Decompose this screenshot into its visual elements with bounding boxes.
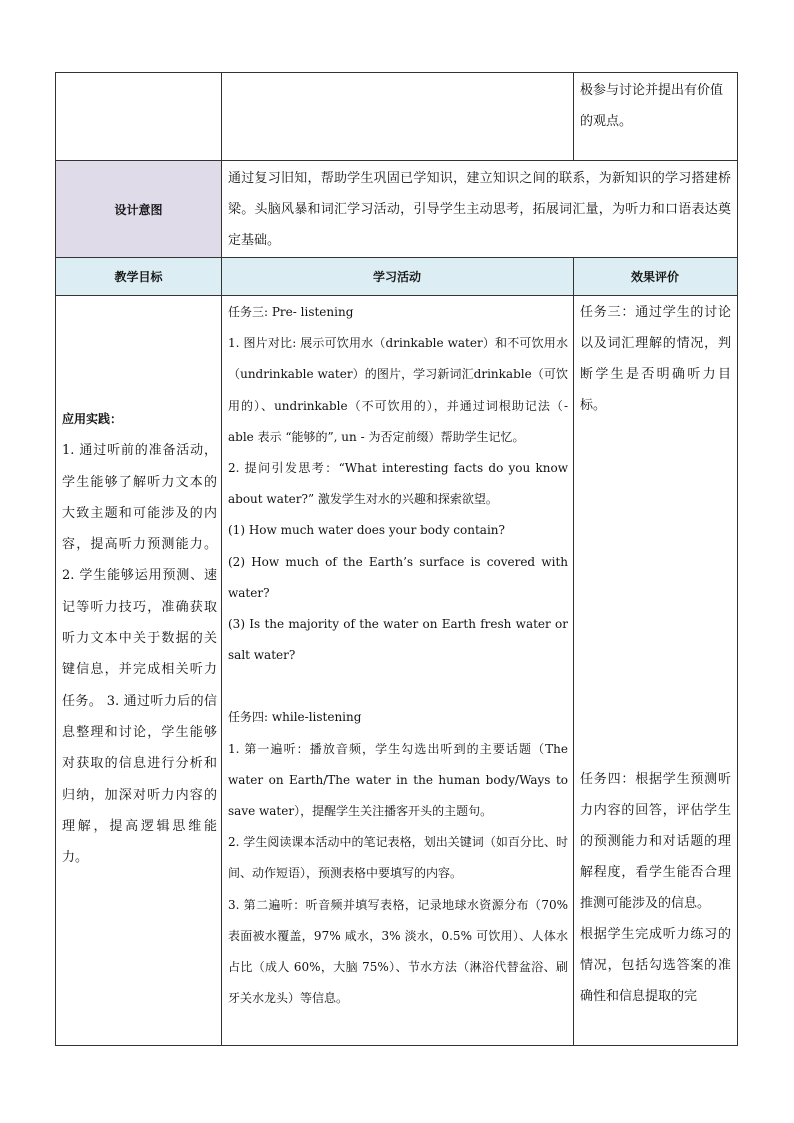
task4-paragraph-1: 1. 第一遍听：播放音频，学生勾选出听到的主要话题（The water on Earth/The water in the human body/Ways to save water），提醒学生关注播客开头的主题句。 — [228, 741, 568, 819]
design-text: 通过复习旧知，帮助学生巩固已学知识，建立知识之间的联系，为新知识的学习搭建桥梁。头脑风暴和词汇学习活动，引导学生主动思考，拓展词汇量，为听力和口语表达奠定基础。 — [228, 171, 731, 248]
rule-right — [737, 72, 738, 1046]
task4-title: 任务四: while-listening — [228, 710, 362, 725]
top-right-text: 极参与讨论并提出有价值的观点。 — [580, 83, 724, 129]
objectives-cell — [56, 404, 221, 874]
design-text-cell — [221, 161, 737, 258]
header-objectives — [56, 258, 221, 295]
paragraph-gap — [228, 671, 568, 702]
evaluation-cell-bottom — [573, 764, 737, 1045]
header-activities — [221, 258, 573, 295]
evaluation-task3: 任务三：通过学生的讨论以及词汇理解的情况，判断学生是否明确听力目标。 — [580, 305, 731, 413]
evaluation-extra: 根据学生完成听力练习的情况，包括勾选答案的准确性和信息提取的完 — [580, 927, 731, 1004]
task4-paragraph-2: 2. 学生阅读课本活动中的笔记表格，划出关键词（如百分比、时间、动作短语），预测表格中要填写的内容。 — [228, 835, 568, 881]
top-right-cell — [573, 73, 737, 161]
evaluation-cell-top — [573, 297, 737, 437]
rule-col1c — [221, 160, 222, 258]
question-3: (3) Is the majority of the water on Earth fresh water or salt water? — [228, 617, 568, 663]
rule-col1 — [221, 72, 222, 161]
rule-2 — [55, 160, 738, 161]
rule-col1b — [221, 257, 222, 1046]
rule-3 — [55, 257, 738, 258]
rule-left — [55, 72, 56, 1046]
header-evaluation-text: 效果评价 — [630, 270, 679, 284]
rule-col2a — [573, 72, 574, 161]
rule-top — [55, 72, 738, 73]
task4-paragraph-3: 3. 第二遍听：听音频并填写表格，记录地球水资源分布（70% 表面被水覆盖，97% 咸水，3% 淡水，0.5% 可饮用）、人体水占比（成人 60%，大脑 75%）、节水方法（淋浴代替盆浴、刷牙关水龙头）等信息。 — [228, 897, 568, 1006]
question-1: (1) How much water does your body contain? — [228, 523, 505, 538]
design-label-text: 设计意图 — [114, 203, 163, 217]
rule-bottom — [55, 1045, 738, 1046]
rule-col2b — [573, 257, 574, 1046]
evaluation-task4: 任务四：根据学生预测听力内容的回答，评估学生的预测能力和对话题的理解程度，看学生能否合理推测可能涉及的信息。 — [580, 772, 731, 911]
header-activities-text: 学习活动 — [372, 270, 421, 284]
activities-cell — [221, 297, 573, 1045]
question-2: (2) How much of the Earth’s surface is covered with water? — [228, 554, 568, 600]
header-evaluation — [573, 258, 737, 295]
task3-paragraph-2: 2. 提问引发思考：“What interesting facts do you know about water?” 激发学生对水的兴趣和探索欲望。 — [228, 461, 568, 507]
task3-title: 任务三: Pre- listening — [228, 305, 354, 319]
objectives-text: 1. 通过听前的准备活动，学生能够了解听力文本的大致主题和可能涉及的内容，提高听力预测能力。2. 学生能够运用预测、速记等听力技巧，准确获取听力文本中关于数据的关键信息，并完成相关听力任务。 3. 通过听力后的信息整理和讨论，学生能够对获取的信息进行分析和归纳，加深对听力内容的理解，提高逻辑思维能力。 — [62, 443, 217, 866]
header-objectives-text: 教学目标 — [114, 270, 163, 284]
objectives-label: 应用实践： — [62, 412, 123, 426]
task3-paragraph-1: 1. 图片对比: 展示可饮用水（drinkable water）和不可饮用水（undrinkable water）的图片，学习新词汇drinkable（可饮用的）、undrinkable（不可饮用的），并通过词根助记法（-able 表示 “能够的”, un - 为否定前缀）帮助学生记忆。 — [228, 336, 568, 444]
rule-4 — [55, 295, 738, 296]
design-label — [56, 161, 221, 258]
